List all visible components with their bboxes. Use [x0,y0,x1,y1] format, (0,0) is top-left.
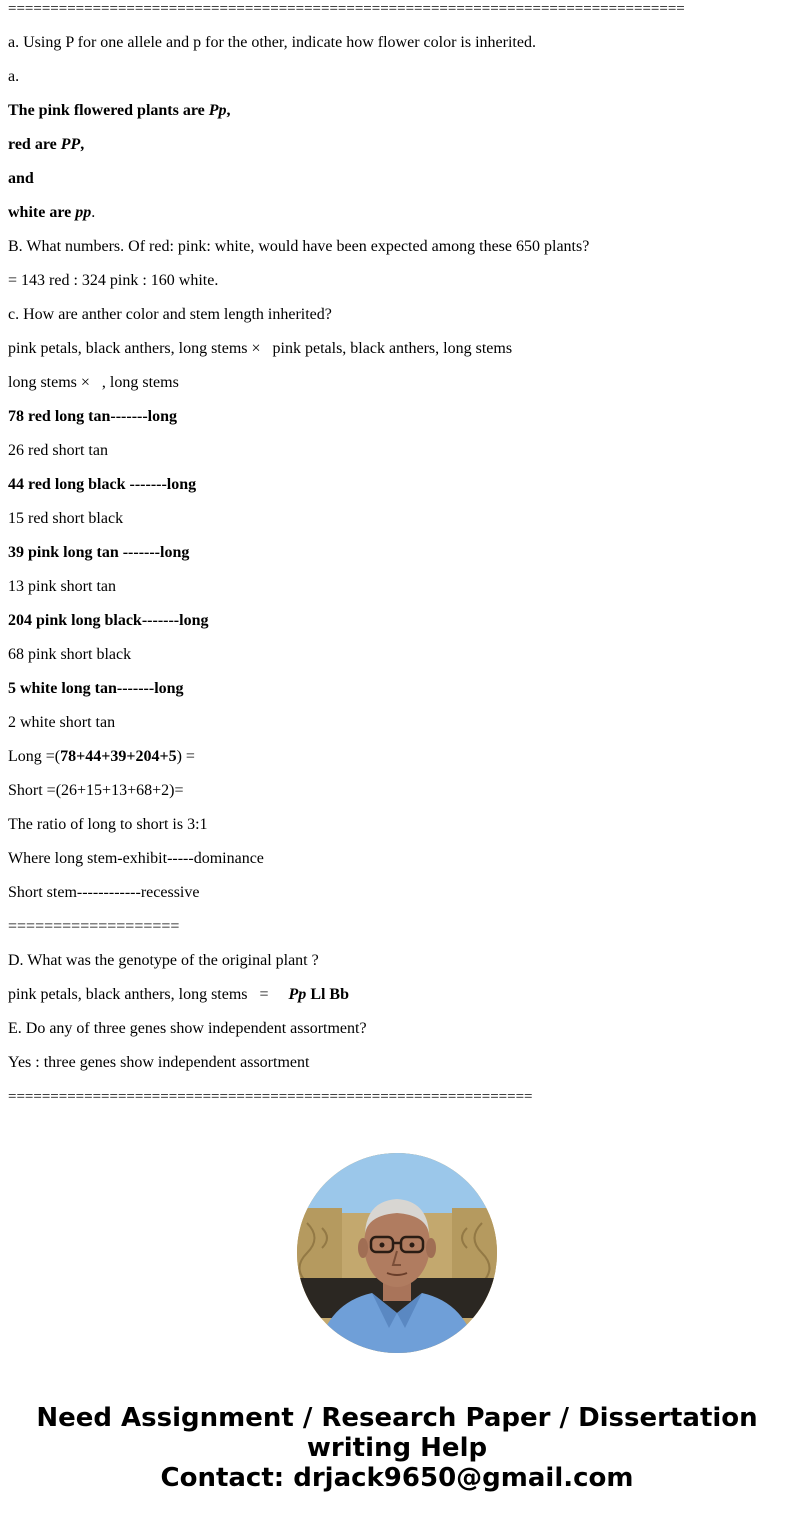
cross-line: pink petals, black anthers, long stems × pink petals, black anthers, long stems [8,340,513,357]
red-genotype-symbol: PP [60,136,81,153]
question-d: D. What was the genotype of the original plant ? [8,952,319,969]
stems-cross-line: long stems × , long stems [8,374,179,391]
long-sum-prefix: Long =( [8,748,61,765]
pink-genotype-symbol: Pp [208,102,227,119]
separator-mid: =================== [8,918,180,935]
author-avatar [297,1153,497,1353]
question-e: E. Do any of three genes show independent assortment? [8,1020,367,1037]
offspring-red-long-tan: 78 red long tan-------long [8,408,178,425]
offspring-pink-short-black: 68 pink short black [8,646,132,663]
recessive-line: Short stem------------recessive [8,884,200,901]
pink-genotype-text: The pink flowered plants are [8,102,209,119]
offspring-pink-long-black: 204 pink long black-------long [8,612,209,629]
white-genotype-line [8,204,95,222]
answer-e: Yes : three genes show independent assortment [8,1054,310,1071]
offspring-red-long-black: 44 red long black -------long [8,476,197,493]
dominance-line: Where long stem-exhibit-----dominance [8,850,264,867]
red-genotype-line [8,136,84,154]
footer-line-assignment: Need Assignment / Research Paper / Dissertation [36,1403,758,1433]
pink-genotype-comma: , [226,102,231,119]
answer-d-phenotype: pink petals, black anthers, long stems = [8,986,289,1003]
offspring-red-short-black: 15 red short black [8,510,124,527]
short-sum-line: Short =(26+15+13+68+2)= [8,782,184,799]
offspring-red-short-tan: 26 red short tan [8,442,108,459]
answer-b: = 143 red : 324 pink : 160 white. [8,272,219,289]
white-genotype-text: white are [8,204,76,221]
footer-line-help: writing Help [306,1433,488,1463]
footer-contact [0,1403,794,1493]
separator-top: ================================================================================ [8,1,685,17]
long-sum-suffix: ) = [176,748,195,765]
answer-d-genotype-italic: Pp [288,986,307,1003]
author-portrait-icon [297,1153,497,1353]
question-b: B. What numbers. Of red: pink: white, would have been expected among these 650 plants? [8,238,590,255]
separator-bottom: ============================================================== [8,1089,533,1105]
answer-d-genotype-rest: Ll Bb [306,986,349,1003]
white-genotype-symbol: pp [75,204,92,221]
offspring-white-long-tan: 5 white long tan-------long [8,680,184,697]
ratio-line: The ratio of long to short is 3:1 [8,816,208,833]
red-genotype-comma: , [80,136,85,153]
offspring-pink-short-tan: 13 pink short tan [8,578,116,595]
answer-a-label: a. [8,68,20,85]
footer-line-contact: Contact: drjack9650@gmail.com [160,1463,634,1493]
white-genotype-period: . [91,204,96,221]
question-c: c. How are anther color and stem length inherited? [8,306,332,323]
offspring-white-short-tan: 2 white short tan [8,714,116,731]
red-genotype-text: red are [8,136,61,153]
and-line: and [8,170,34,187]
long-sum-terms: 78+44+39+204+5 [60,748,177,765]
offspring-pink-long-tan: 39 pink long tan -------long [8,544,190,561]
answer-d-line [8,986,349,1004]
question-a: a. Using P for one allele and p for the other, indicate how flower color is inherited. [8,34,536,51]
pink-genotype-line [8,102,231,120]
long-sum-line [8,748,195,766]
